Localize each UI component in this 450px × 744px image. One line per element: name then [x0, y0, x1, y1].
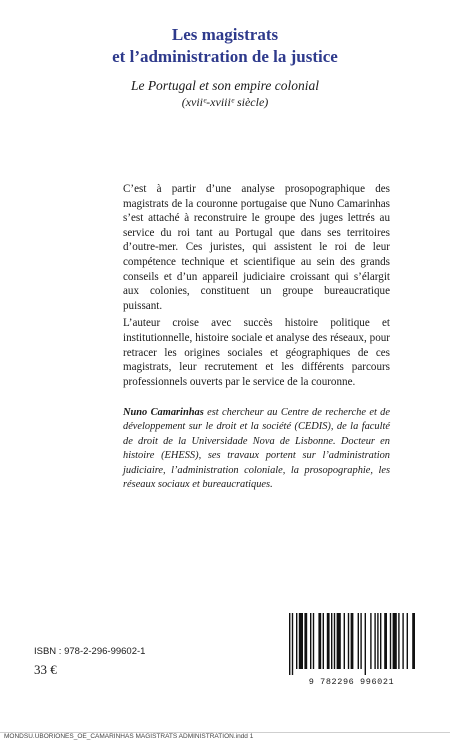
barcode-bar [365, 613, 366, 675]
barcode-bar [358, 613, 359, 669]
barcode-bar [323, 613, 324, 669]
barcode-bar [289, 613, 290, 675]
barcode-bar [310, 613, 311, 669]
barcode-bar [402, 613, 403, 669]
barcode-bar [318, 613, 321, 669]
summary-paragraph-1: C’est à partir d’une analyse prosopographique des magistrats de la couronne portugaise que Nuno Camarinhas s’est attaché à reconstruire le groupe des juges lettrés au service du roi tant au Portugal que dans ses territoires d’outre-mer. Ces juristes, qui assistent le roi de leur compétence technique et scientifique au sein des grands conseils et d’un appareil judiciaire croissant qui s’élargit aux colonies, constituent un groupe bureaucratique puissant. [123, 183, 390, 312]
print-slug: MONDSU.UBORIONES_OE_CAMARINHAS MAGISTRATS ADMINISTRATION.indd 1 [0, 732, 450, 744]
book-subtitle: Le Portugal et son empire colonial [130, 78, 320, 93]
author-bio [123, 406, 390, 492]
barcode-bar [296, 613, 297, 669]
barcode-bar [370, 613, 371, 669]
barcode-bar [337, 613, 341, 669]
barcode-bar [313, 613, 314, 669]
barcode-digits: 9 782296 996021 [308, 677, 395, 687]
barcode-bars [283, 613, 420, 675]
barcode-bar [384, 613, 387, 669]
barcode-bar [299, 613, 303, 669]
barcode-bar [344, 613, 345, 669]
barcode-bar [374, 613, 375, 669]
author-bio-text: est chercheur au Centre de recherche et de développement sur le droit et la société (CEDIS), de la faculté de droit de la Universidade Nova de Lisbonne. Docteur en histoire (EHESS), ses travaux portent sur l’administration judiciaire, l’administration coloniale, la prosopographie, les réseaux sociaux et bureaucratiques. [123, 407, 390, 491]
barcode-bar [327, 613, 330, 669]
barcode-bar [393, 613, 397, 669]
barcode-bar [398, 613, 399, 669]
price-label: 33 € [34, 662, 57, 677]
book-period: (xviiᵉ-xviiiᵉ siècle) [181, 95, 269, 109]
barcode-bar [380, 613, 381, 669]
author-name: Nuno Camarinhas [123, 407, 204, 418]
barcode-bar [377, 613, 378, 669]
barcode-bar [348, 613, 349, 669]
book-title-line-2: et l’administration de la justice [112, 47, 338, 66]
barcode-bar [331, 613, 332, 669]
barcode-bar [292, 613, 293, 675]
barcode-bar [390, 613, 391, 669]
book-title-line-1: Les magistrats [171, 25, 279, 44]
book-summary [123, 182, 390, 389]
barcode-bar [351, 613, 354, 669]
title-block [0, 24, 450, 110]
barcode-bar [407, 613, 408, 669]
isbn-label: ISBN : 978-2-296-99602-1 [34, 646, 146, 657]
barcode-bar [412, 613, 415, 669]
summary-paragraph-2: L’auteur croise avec succès histoire politique et institutionnelle, histoire sociale et analyse des réseaux, pour retracer les origines sociales et géographiques de ces magistrats, leur recrutement et les différents parcours professionnels ouverts par le service de la couronne. [123, 317, 390, 388]
barcode-bar [334, 613, 335, 669]
barcode-bar [304, 613, 307, 669]
barcode-bar [360, 613, 361, 669]
